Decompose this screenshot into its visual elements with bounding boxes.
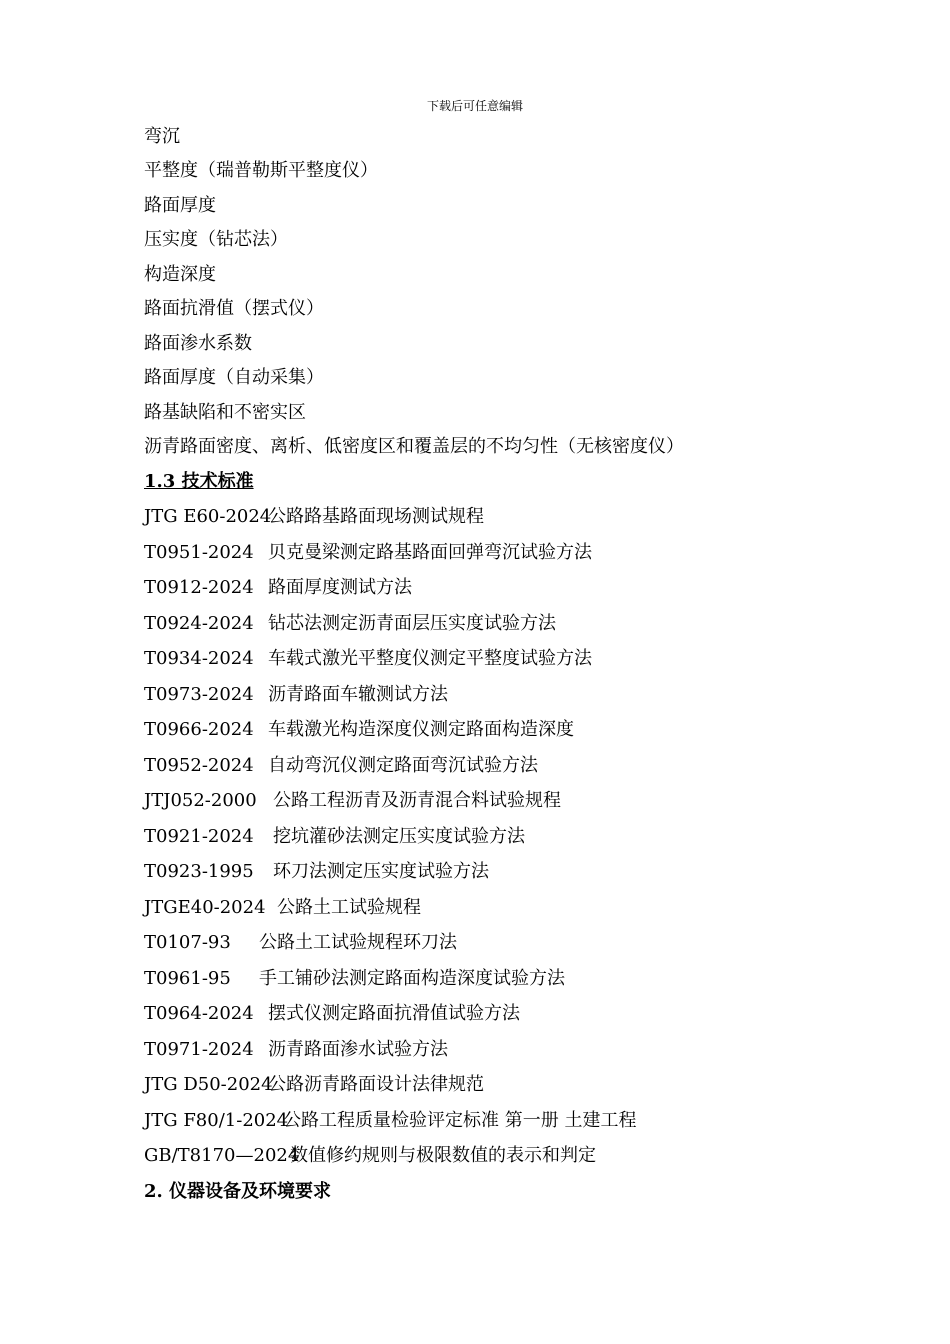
standard-row [144, 966, 565, 992]
standard-row [144, 611, 556, 637]
standard-row [144, 1108, 636, 1134]
standard-name: 公路路基路面现场测试规程 [268, 506, 484, 527]
standard-row [144, 504, 484, 530]
standard-name: 公路沥青路面设计法律规范 [268, 1074, 484, 1095]
standard-name: 公路工程质量检验评定标准 第一册 土建工程 [283, 1110, 637, 1131]
standard-row [144, 753, 538, 779]
standard-code: JTG D50-2024 [144, 1074, 273, 1095]
standard-name: 路面厚度测试方法 [268, 577, 412, 598]
standard-code: T0921-2024 [144, 826, 254, 847]
standard-name: 挖坑灌砂法测定压实度试验方法 [273, 826, 525, 847]
list-item: 路面渗水系数 [144, 333, 252, 354]
standard-name: 手工铺砂法测定路面构造深度试验方法 [259, 968, 565, 989]
standard-name: 数值修约规则与极限数值的表示和判定 [290, 1145, 596, 1166]
standard-name: 公路土工试验规程 [277, 897, 421, 918]
list-item: 路面厚度 [144, 195, 216, 216]
list-item: 路面厚度（自动采集） [144, 367, 324, 388]
standard-code: JTJ052-2000 [144, 790, 257, 811]
standard-row [144, 788, 561, 814]
standard-row [144, 1001, 520, 1027]
list-item: 平整度（瑞普勒斯平整度仪） [144, 160, 378, 181]
standard-row [144, 1037, 448, 1063]
standard-row [144, 717, 574, 743]
standard-row [144, 575, 412, 601]
standard-name: 钻芯法测定沥青面层压实度试验方法 [268, 613, 556, 634]
standard-row [144, 1072, 484, 1098]
standard-code: T0964-2024 [144, 1003, 254, 1024]
list-item: 压实度（钻芯法） [144, 229, 288, 250]
section-heading-technical-standards: 1.3 技术标准 [144, 471, 254, 492]
standard-code: JTGE40-2024 [144, 897, 266, 918]
standard-name: 车载激光构造深度仪测定路面构造深度 [268, 719, 574, 740]
standard-code: T0924-2024 [144, 613, 254, 634]
standard-code: JTG F80/1-2024 [144, 1110, 289, 1131]
standard-row [144, 540, 592, 566]
standard-row [144, 930, 457, 956]
standard-row [144, 646, 592, 672]
standard-code: T0923-1995 [144, 861, 254, 882]
list-item: 弯沉 [144, 126, 180, 147]
standard-code: T0961-95 [144, 968, 231, 989]
standard-row [144, 824, 525, 850]
standard-name: 环刀法测定压实度试验方法 [273, 861, 489, 882]
standard-code: T0971-2024 [144, 1039, 254, 1060]
standard-row [144, 859, 489, 885]
standard-row [144, 895, 421, 921]
standard-code: T0966-2024 [144, 719, 254, 740]
standard-code: T0951-2024 [144, 542, 254, 563]
standard-code: T0107-93 [144, 932, 231, 953]
section-heading-equipment: 2. 仪器设备及环境要求 [144, 1181, 332, 1202]
standard-name: 公路工程沥青及沥青混合料试验规程 [273, 790, 561, 811]
standard-name: 车载式激光平整度仪测定平整度试验方法 [268, 648, 592, 669]
standard-name: 自动弯沉仪测定路面弯沉试验方法 [268, 755, 538, 776]
standard-row [144, 1143, 596, 1169]
list-item: 构造深度 [144, 264, 216, 285]
standard-code: T0973-2024 [144, 684, 254, 705]
standard-name: 摆式仪测定路面抗滑值试验方法 [268, 1003, 520, 1024]
standard-code: JTG E60-2024 [144, 506, 272, 527]
list-item: 路面抗滑值（摆式仪） [144, 298, 324, 319]
list-item: 沥青路面密度、离析、低密度区和覆盖层的不均匀性（无核密度仪） [144, 436, 684, 457]
standard-name: 沥青路面车辙测试方法 [268, 684, 448, 705]
standard-code: GB/T8170—2024 [144, 1145, 300, 1166]
standard-name: 公路土工试验规程环刀法 [259, 932, 457, 953]
page-header: 下载后可任意编辑 [426, 99, 523, 113]
standard-name: 沥青路面渗水试验方法 [268, 1039, 448, 1060]
standard-name: 贝克曼梁测定路基路面回弹弯沉试验方法 [268, 542, 592, 563]
list-item: 路基缺陷和不密实区 [144, 402, 306, 423]
standard-row [144, 682, 448, 708]
standard-code: T0934-2024 [144, 648, 254, 669]
standard-code: T0952-2024 [144, 755, 254, 776]
standard-code: T0912-2024 [144, 577, 254, 598]
